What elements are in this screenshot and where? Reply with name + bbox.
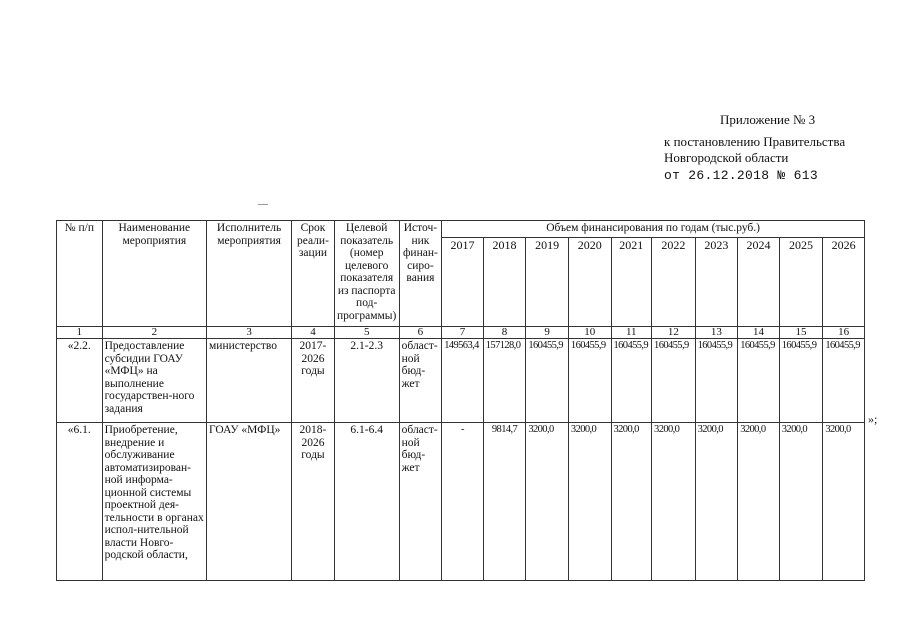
row-executor: министерство (207, 339, 292, 423)
row-source: област-ной бюд-жет (399, 339, 442, 423)
row-value: 3200,0 (526, 423, 569, 581)
year-header: 2024 (738, 238, 780, 327)
column-number: 12 (652, 327, 696, 339)
column-number: 1 (57, 327, 103, 339)
row-value: 3200,0 (611, 423, 652, 581)
row-value: 149563,4 (442, 339, 484, 423)
column-number: 4 (292, 327, 335, 339)
col-header-executor: Исполнитель мероприятия (207, 221, 292, 327)
row-value: 3200,0 (738, 423, 780, 581)
column-number: 2 (102, 327, 206, 339)
year-header: 2025 (779, 238, 823, 327)
column-number: 14 (738, 327, 780, 339)
column-number-row (57, 327, 865, 339)
column-number: 13 (695, 327, 738, 339)
row-term: 2018-2026 годы (292, 423, 335, 581)
col-header-target: Целевой показатель (номер целевого показателя из паспорта под-программы) (334, 221, 399, 327)
financing-table (56, 220, 865, 581)
year-header: 2022 (652, 238, 696, 327)
column-number: 8 (483, 327, 526, 339)
row-term: 2017-2026 годы (292, 339, 335, 423)
table-row (57, 339, 865, 423)
row-value: 160455,9 (738, 339, 780, 423)
col-header-source: Источ-ник финан-сиро-вания (399, 221, 442, 327)
column-number: 6 (399, 327, 442, 339)
year-header: 2023 (695, 238, 738, 327)
row-value: 160455,9 (611, 339, 652, 423)
row-value: 160455,9 (695, 339, 738, 423)
appendix-title: Приложение № 3 (720, 112, 816, 127)
separator-dash (258, 204, 268, 205)
row-value: 160455,9 (526, 339, 569, 423)
row-number: «6.1. (57, 423, 103, 581)
row-value: 3200,0 (652, 423, 696, 581)
year-header: 2017 (442, 238, 484, 327)
row-end-mark: »; (868, 412, 878, 426)
year-header: 2019 (526, 238, 569, 327)
row-value: 157128,0 (483, 339, 526, 423)
resolution-ref-line2: Новгородской области (664, 150, 789, 165)
col-header-name: Наименование мероприятия (102, 221, 206, 327)
table-row (57, 423, 865, 581)
column-number: 7 (442, 327, 484, 339)
year-header: 2020 (568, 238, 611, 327)
row-value: 160455,9 (823, 339, 865, 423)
row-value: 160455,9 (652, 339, 696, 423)
row-value: 3200,0 (779, 423, 823, 581)
year-header: 2021 (611, 238, 652, 327)
row-value: 160455,9 (779, 339, 823, 423)
row-executor: ГОАУ «МФЦ» (207, 423, 292, 581)
row-number: «2.2. (57, 339, 103, 423)
year-header: 2018 (483, 238, 526, 327)
row-value: 3200,0 (568, 423, 611, 581)
row-value: - (442, 423, 484, 581)
column-number: 16 (823, 327, 865, 339)
row-value: 3200,0 (823, 423, 865, 581)
row-target: 2.1-2.3 (334, 339, 399, 423)
resolution-ref-line1: к постановлению Правительства (664, 134, 846, 149)
row-value: 160455,9 (568, 339, 611, 423)
col-header-financing: Объем финансирования по годам (тыс.руб.) (442, 221, 865, 238)
column-number: 15 (779, 327, 823, 339)
row-activity-name: Предоставление субсидии ГОАУ «МФЦ» на выполнение государствен-ного задания (102, 339, 206, 423)
row-source: област-ной бюд-жет (399, 423, 442, 581)
column-number: 11 (611, 327, 652, 339)
row-value: 9814,7 (483, 423, 526, 581)
column-number: 3 (207, 327, 292, 339)
col-header-term: Срок реали-зации (292, 221, 335, 327)
column-number: 10 (568, 327, 611, 339)
year-header: 2026 (823, 238, 865, 327)
column-number: 5 (334, 327, 399, 339)
col-header-num: № п/п (57, 221, 103, 327)
column-number: 9 (526, 327, 569, 339)
row-activity-name: Приобретение, внедрение и обслуживание автоматизирован-ной информа-ционной системы проектной дея-тельности в органах испол-нительной власти Новго-родской области, (102, 423, 206, 581)
row-value: 3200,0 (695, 423, 738, 581)
row-target: 6.1-6.4 (334, 423, 399, 581)
resolution-date-number: от 26.12.2018 № 613 (664, 168, 818, 183)
